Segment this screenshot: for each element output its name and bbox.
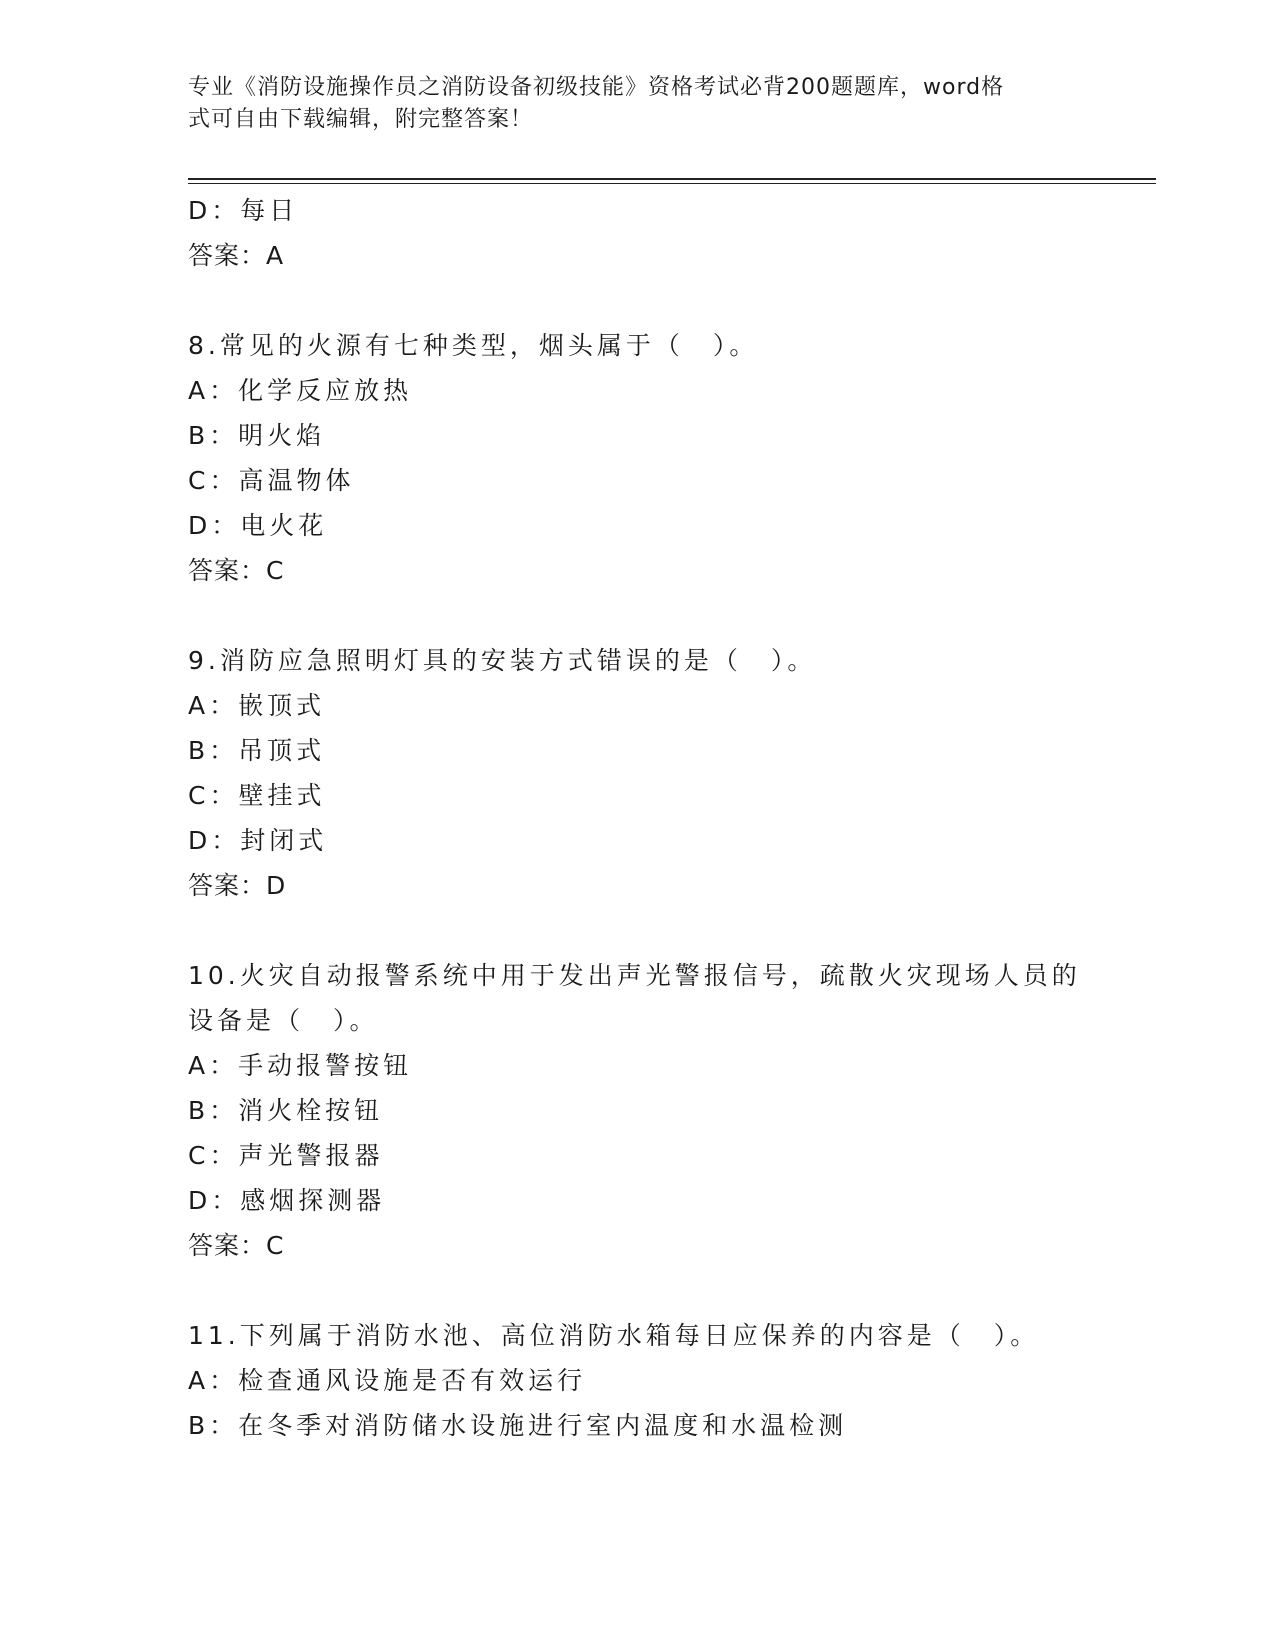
header-divider-thick [188, 178, 1156, 180]
question-title: 9.消防应急照明灯具的安装方式错误的是（ ）。 [188, 646, 817, 675]
answer: 答案：C [188, 1231, 285, 1260]
question-8 [188, 323, 1156, 594]
option-c: C：高温物体 [188, 466, 355, 495]
question-11 [188, 1313, 1156, 1448]
header-line-2: 式可自由下载编辑，附完整答案！ [188, 107, 534, 132]
question-title: 11.下列属于消防水池、高位消防水箱每日应保养的内容是（ ）。 [188, 1321, 1040, 1350]
answer: 答案：C [188, 556, 285, 585]
answer: 答案：A [188, 241, 285, 270]
option-d: D：电火花 [188, 511, 328, 540]
question-list [188, 188, 1156, 1448]
option-c: C：声光警报器 [188, 1141, 384, 1170]
question-title: 8.常见的火源有七种类型，烟头属于（ ）。 [188, 331, 759, 360]
option-b: B：吊顶式 [188, 736, 326, 765]
document-header [188, 72, 1068, 136]
option-a: A：嵌顶式 [188, 691, 326, 720]
question-10 [188, 953, 1156, 1269]
option-c: C：壁挂式 [188, 781, 326, 810]
option-d: D：感烟探测器 [188, 1186, 386, 1215]
option-b: B：在冬季对消防储水设施进行室内温度和水温检测 [188, 1411, 848, 1440]
option-a: A：手动报警按钮 [188, 1051, 413, 1080]
option-d: D：封闭式 [188, 826, 328, 855]
option-a: A：检查通风设施是否有效运行 [188, 1366, 587, 1395]
answer: 答案：D [188, 871, 287, 900]
header-line-1: 专业《消防设施操作员之消防设备初级技能》资格考试必背200题题库，word格 [188, 75, 1005, 100]
option-a: A：化学反应放热 [188, 376, 413, 405]
option-b: B：消火栓按钮 [188, 1096, 384, 1125]
question-title-line-2: 设备是（ ）。 [188, 1006, 379, 1035]
question-9 [188, 638, 1156, 909]
option-d: D：每日 [188, 196, 299, 225]
header-divider-thin [188, 183, 1156, 184]
question-title-line-1: 10.火灾自动报警系统中用于发出声光警报信号，疏散火灾现场人员的 [188, 961, 1081, 990]
option-b: B：明火焰 [188, 421, 326, 450]
